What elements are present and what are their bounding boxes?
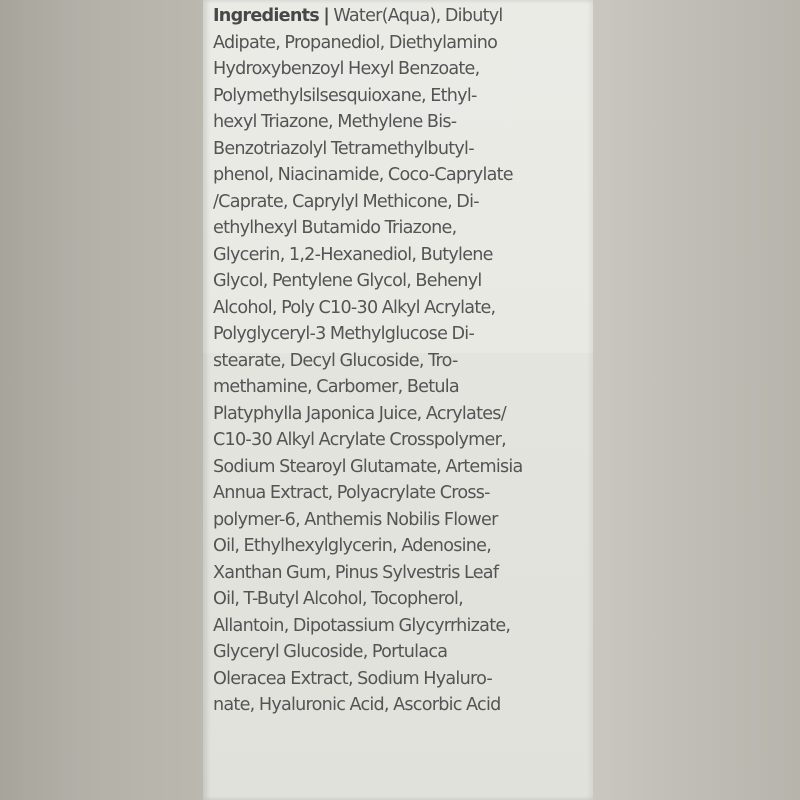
ingredients-line-6: Benzotriazolyl Tetramethylbutyl- [213, 138, 474, 159]
ingredients-heading: Ingredients [213, 6, 319, 26]
ingredients-line-5: hexyl Triazone, Methylene Bis- [213, 112, 457, 132]
ingredients-line-22: Xanthan Gum, Pinus Sylvestris Leaf [213, 562, 499, 583]
ingredients-line-19: Annua Extract, Polyacrylate Cross- [213, 483, 490, 503]
ingredients-line-16: Platyphylla Japonica Juice, Acrylates/ [213, 403, 506, 424]
ingredients-line-3: Hydroxybenzoyl Hexyl Benzoate, [213, 59, 480, 79]
ingredients-label-panel [203, 0, 593, 800]
background-left-edge [0, 0, 203, 800]
ingredients-line-9: ethylhexyl Butamido Triazone, [213, 218, 457, 238]
ingredients-list [213, 3, 585, 719]
background-right-edge [593, 0, 800, 800]
ingredients-line-20: polymer-6, Anthemis Nobilis Flower [213, 509, 498, 530]
ingredients-line-8: /Caprate, Caprylyl Methicone, Di- [213, 191, 479, 212]
ingredients-line-24: Allantoin, Dipotassium Glycyrrhizate, [213, 615, 511, 636]
ingredients-line-23: Oil, T-Butyl Alcohol, Tocopherol, [213, 589, 463, 609]
ingredients-line-4: Polymethylsilsesquioxane, Ethyl- [213, 85, 477, 106]
ingredients-line-7: phenol, Niacinamide, Coco-Caprylate [213, 165, 513, 185]
ingredients-line-12: Alcohol, Poly C10-30 Alkyl Acrylate, [213, 297, 496, 318]
ingredients-line-26: Oleracea Extract, Sodium Hyaluro- [213, 668, 493, 689]
ingredients-line-21: Oil, Ethylhexylglycerin, Adenosine, [213, 536, 492, 556]
ingredients-line-18: Sodium Stearoyl Glutamate, Artemisia [213, 456, 523, 477]
ingredients-line-10: Glycerin, 1,2-Hexanediol, Butylene [213, 244, 493, 265]
heading-separator: | [323, 6, 330, 26]
ingredients-line-2: Adipate, Propanediol, Diethylamino [213, 32, 498, 53]
ingredients-line-13: Polyglyceryl-3 Methylglucose Di- [213, 324, 475, 344]
ingredients-line-text: Water(Aqua), Dibutyl [333, 6, 503, 26]
ingredients-line-17: C10-30 Alkyl Acrylate Crosspolymer, [213, 430, 506, 450]
ingredients-line-11: Glycol, Pentylene Glycol, Behenyl [213, 271, 482, 291]
ingredients-line-27: nate, Hyaluronic Acid, Ascorbic Acid [213, 695, 501, 715]
ingredients-line-14: stearate, Decyl Glucoside, Tro- [213, 350, 458, 371]
ingredients-line-1 [213, 3, 585, 30]
ingredients-line-15: methamine, Carbomer, Betula [213, 377, 459, 397]
ingredients-line-25: Glyceryl Glucoside, Portulaca [213, 642, 448, 662]
